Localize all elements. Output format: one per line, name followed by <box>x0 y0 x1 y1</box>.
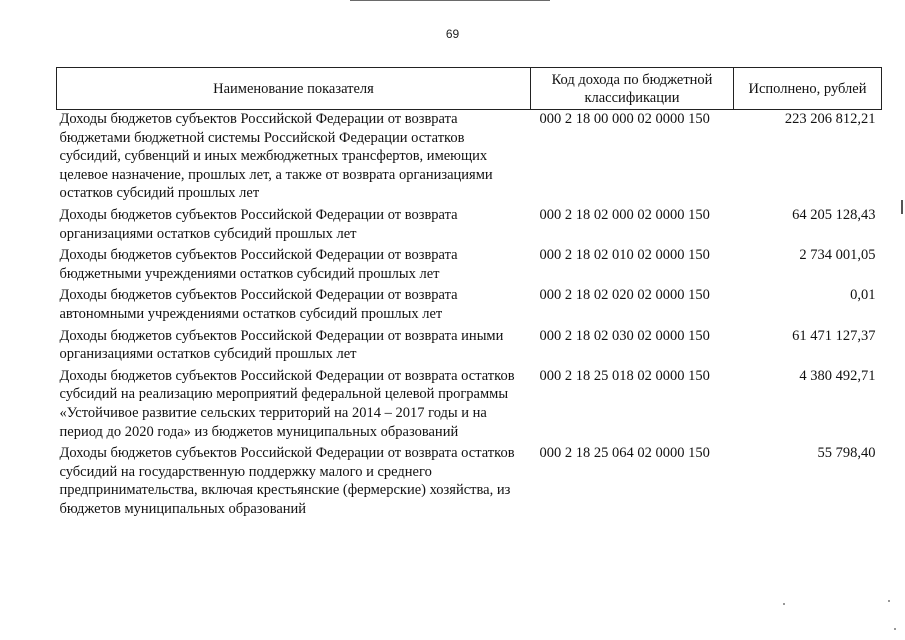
table-row <box>57 110 882 206</box>
row-executed-amount: 61 471 127,37 <box>792 327 876 344</box>
table-row <box>57 444 882 521</box>
row-indicator-name: Доходы бюджетов субъектов Российской Федерации от возврата автономными учреждениями остатков субсидий прошлых лет <box>59 287 458 322</box>
scan-speck <box>894 628 896 630</box>
header-indicator-name: Наименование показателя <box>57 68 531 110</box>
row-indicator-name: Доходы бюджетов субъектов Российской Федерации от возврата иными организациями остатков субсидий прошлых лет <box>59 327 504 363</box>
page-number: 69 <box>445 27 460 41</box>
table-row <box>57 286 882 326</box>
row-executed-amount: 64 205 128,43 <box>792 206 876 223</box>
income-report-table <box>56 67 882 521</box>
scan-speck <box>888 600 890 602</box>
table-header-row <box>57 68 882 110</box>
table-row <box>57 327 882 367</box>
row-executed-amount: 55 798,40 <box>817 445 876 462</box>
row-income-code: 000 2 18 25 064 02 0000 150 <box>539 445 710 462</box>
header-income-code: Код дохода по бюджетной классификации <box>531 68 734 110</box>
row-indicator-name: Доходы бюджетов субъектов Российской Федерации от возврата бюджетами бюджетной системы Российской Федерации остатков субсидий, субвенций и иных межбюджетных трансфертов, имеющих целевое назначение, прошлых лет, а также от возврата организациями остатков субсидий прошлых лет <box>59 111 493 202</box>
row-indicator-name: Доходы бюджетов субъектов Российской Федерации от возврата остатков субсидий на реализацию мероприятий федеральной целевой программы «Устойчивое развитие сельских территорий на 2014 – 2017 годы и на период до 2020 года» из бюджетов муниципальных образований <box>59 367 515 440</box>
row-indicator-name: Доходы бюджетов субъектов Российской Федерации от возврата остатков субсидий на государственную поддержку малого и среднего предпринимательства, включая крестьянские (фермерские) хозяйства, из бюджетов муниципальных образований <box>59 445 515 517</box>
scan-edge-line <box>350 0 550 1</box>
header-executed-amount: Исполнено, рублей <box>734 68 882 110</box>
row-income-code: 000 2 18 02 020 02 0000 150 <box>539 287 710 304</box>
row-executed-amount: 2 734 001,05 <box>799 247 876 264</box>
row-income-code: 000 2 18 00 000 02 0000 150 <box>539 111 710 127</box>
row-income-code: 000 2 18 02 010 02 0000 150 <box>539 247 710 264</box>
table-row <box>57 246 882 286</box>
row-indicator-name: Доходы бюджетов субъектов Российской Федерации от возврата бюджетными учреждениями остатков субсидий прошлых лет <box>59 247 458 282</box>
row-executed-amount: 4 380 492,71 <box>799 367 876 384</box>
row-indicator-name: Доходы бюджетов субъектов Российской Федерации от возврата организациями остатков субсидий прошлых лет <box>59 206 458 242</box>
row-executed-amount: 0,01 <box>850 287 876 304</box>
row-income-code: 000 2 18 02 030 02 0000 150 <box>539 327 710 344</box>
scan-edge-mark <box>901 200 903 214</box>
row-executed-amount: 223 206 812,21 <box>784 111 876 127</box>
row-income-code: 000 2 18 02 000 02 0000 150 <box>539 206 710 223</box>
row-income-code: 000 2 18 25 018 02 0000 150 <box>539 367 710 384</box>
table-row <box>57 206 882 246</box>
table-row <box>57 367 882 444</box>
scan-speck <box>783 603 785 605</box>
